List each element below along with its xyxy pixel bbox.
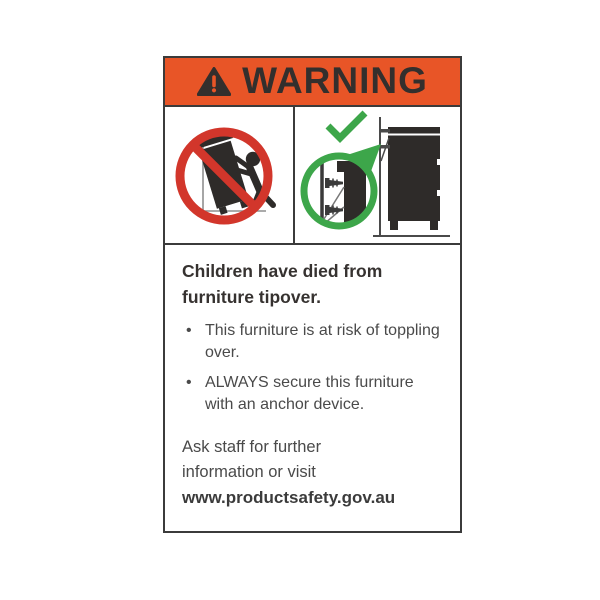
- warning-title: WARNING: [242, 60, 428, 101]
- footer-line-2: information or visit: [182, 463, 316, 481]
- tipover-warning-label: [163, 56, 462, 533]
- bullet-text: This furniture is at risk of toppling over.: [205, 322, 440, 361]
- bullet-icon: •: [186, 374, 192, 391]
- label-body: [165, 245, 460, 510]
- heading-line-1: Children have died from: [182, 261, 383, 281]
- no-climbing-tipover-pictogram: [165, 107, 295, 243]
- list-item: [182, 320, 444, 364]
- heading: [182, 258, 444, 310]
- list-item: [182, 372, 444, 416]
- anchored-furniture-pictogram: [295, 107, 460, 243]
- anchor-zoom-callout: [304, 144, 381, 226]
- product-safety-url: www.productsafety.gov.au: [182, 488, 396, 507]
- pictogram-row: [165, 107, 460, 245]
- heading-line-2: furniture tipover.: [182, 287, 322, 307]
- footer-note: [182, 435, 444, 510]
- bullet-icon: •: [186, 322, 192, 339]
- anchored-pictogram-svg: [295, 107, 456, 245]
- checkmark-icon: [328, 113, 365, 138]
- warning-header: [165, 58, 460, 107]
- bullet-text: ALWAYS secure this furniture with an anchor device.: [205, 374, 414, 413]
- bullet-list: [182, 320, 444, 416]
- warning-triangle-icon: [197, 67, 231, 97]
- footer-line-1: Ask staff for further: [182, 438, 322, 456]
- prohibition-pictogram-svg: [165, 107, 293, 245]
- dresser-silhouette: [388, 127, 440, 230]
